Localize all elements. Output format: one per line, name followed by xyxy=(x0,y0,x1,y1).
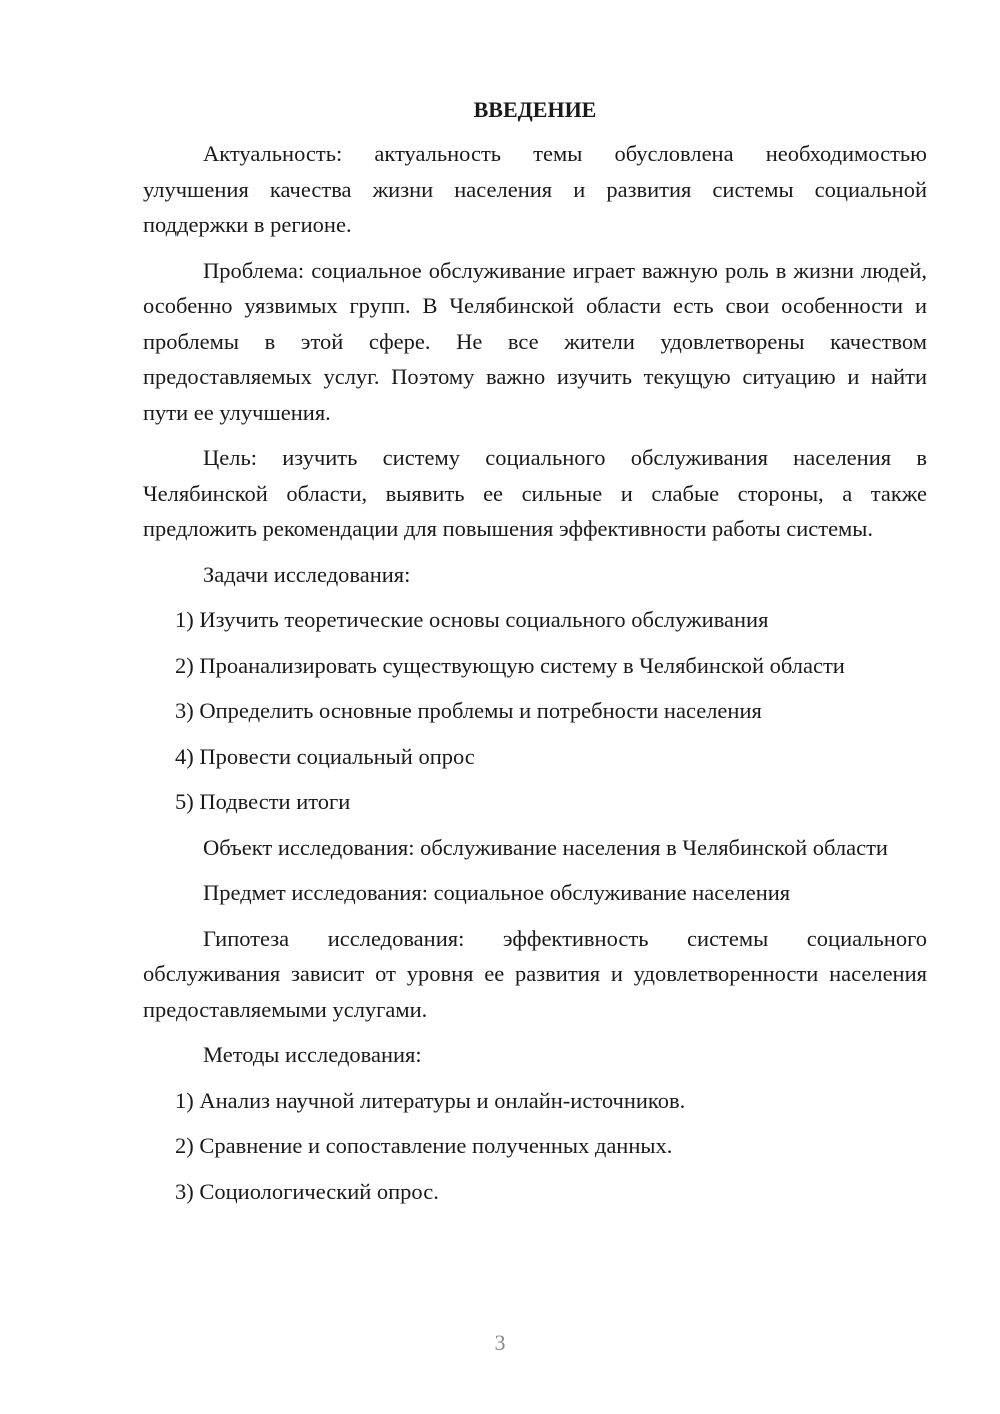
object-paragraph: Объект исследования: обслуживание населения в Челябинской области xyxy=(203,834,888,860)
task-item: 1) Изучить теоретические основы социального обслуживания xyxy=(175,607,769,632)
methods-heading: Методы исследования: xyxy=(203,1042,422,1067)
task-item: 2) Проанализировать существующую систему в Челябинской области xyxy=(175,652,845,678)
problem-paragraph: Проблема: социальное обслуживание играет важную роль в жизни людей, особенно уязвимых групп. В Челябинской области есть свои особенности и проблемы в этой сфере. Не все жители удовлетворены качеством предоставляемых услуг. Поэтому важно изучить текущую ситуацию и найти пути ее улучшения. xyxy=(143,257,927,425)
method-item: 2) Сравнение и сопоставление полученных данных. xyxy=(175,1133,673,1158)
relevance-paragraph: Актуальность: актуальность темы обусловлена необходимостью улучшения качества жизни населения и развития системы социальной поддержки в регионе. xyxy=(143,141,927,237)
method-item: 1) Анализ научной литературы и онлайн-источников. xyxy=(175,1087,686,1113)
page-title: ВВЕДЕНИЕ xyxy=(473,97,597,122)
document-page xyxy=(143,95,927,1219)
task-item: 5) Подвести итоги xyxy=(175,789,351,814)
tasks-heading: Задачи исследования: xyxy=(203,561,411,587)
task-item: 3) Определить основные проблемы и потребности населения xyxy=(175,698,762,723)
hypothesis-paragraph: Гипотеза исследования: эффективность системы социального обслуживания зависит от уровня ее развития и удовлетворенности населения предоставляемыми услугами. xyxy=(143,925,927,1022)
goal-paragraph: Цель: изучить систему социального обслуживания населения в Челябинской области, выявить ее сильные и слабые стороны, а также предложить рекомендации для повышения эффективности работы системы. xyxy=(143,445,927,541)
task-item: 4) Провести социальный опрос xyxy=(175,743,475,769)
subject-paragraph: Предмет исследования: социальное обслуживание населения xyxy=(203,880,791,905)
page-number: 3 xyxy=(494,1330,506,1355)
method-item: 3) Социологический опрос. xyxy=(175,1178,439,1204)
